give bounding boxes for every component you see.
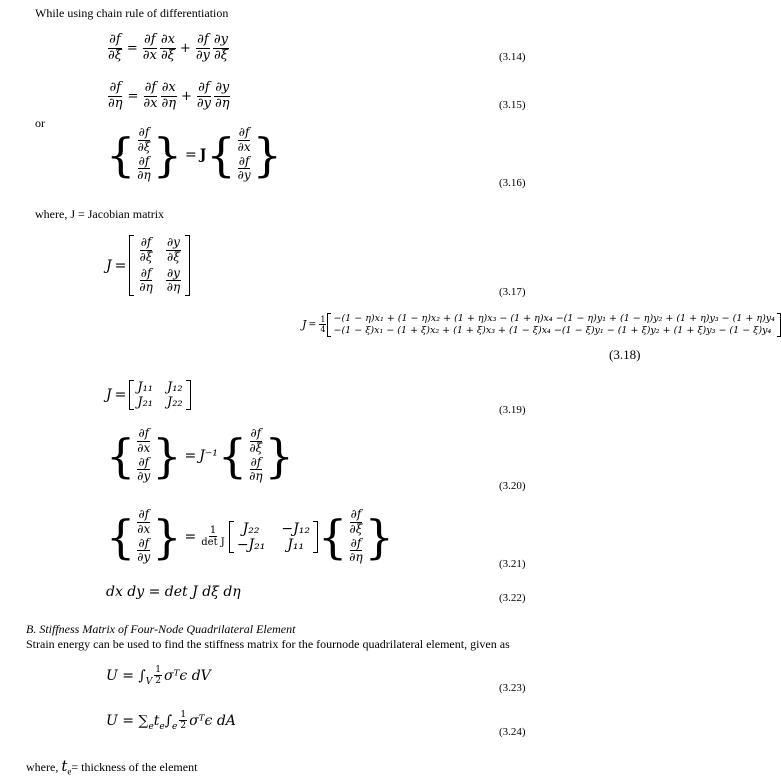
frac-num: ∂f (238, 153, 250, 168)
frac-num: ∂f (350, 535, 362, 550)
matrix-cell: J₂₂ (242, 520, 260, 537)
frac-den: ∂ξ (167, 249, 180, 264)
frac-num: ∂f (138, 153, 150, 168)
jacobian-symbol: J (106, 387, 112, 403)
frac-num: ∂f (197, 32, 209, 47)
subscript: V (145, 676, 153, 687)
left-brace: { (206, 127, 236, 182)
intro-text: While using chain rule of differentiation (35, 6, 229, 20)
frac-num: ∂f (198, 80, 210, 95)
equation-number: (3.16) (499, 177, 526, 189)
subscript: e (148, 721, 154, 732)
frac-num: ∂f (138, 535, 150, 550)
frac-den: ∂η (108, 95, 123, 111)
right-bracket (185, 235, 190, 296)
frac-den: ∂y (196, 95, 211, 111)
thickness-subscript: e (67, 766, 72, 777)
frac-den: ∂ξ (139, 249, 153, 264)
thickness-symbol: t (61, 757, 68, 775)
frac-den: ∂ξ (249, 440, 263, 455)
jacobian-inverse: J⁻¹ (199, 447, 218, 464)
matrix-cell: J₁₁ (287, 536, 305, 553)
frac-den: ∂x (137, 440, 151, 455)
frac-num: ∂f (138, 125, 150, 139)
frac-num: ∂f (109, 80, 122, 95)
matrix-cell: −J₁₂ (281, 520, 310, 537)
frac-den: 2 (155, 676, 161, 687)
frac-num: ∂y (166, 265, 180, 280)
frac-den: ∂ξ (214, 47, 228, 63)
integrand: σᵀϵ dV (163, 667, 211, 684)
left-brace: { (106, 428, 136, 483)
equation-3-14: $\frac{\partial f}{\partial\xi}$ = $\frac{\partial f}{\partial x}$ $\frac{\partial x}{\partial\xi}$ + $\frac{\partial f}{\partial y}$ $\frac{\partial y}{\partial\xi}$ (108, 32, 228, 63)
frac-num: ∂f (138, 454, 150, 469)
frac-den: 2 (180, 721, 187, 732)
frac-num: 1 (320, 315, 326, 325)
frac-num: ∂f (140, 235, 152, 249)
subscript: e (172, 721, 178, 732)
integrand: σᵀϵ dA (189, 712, 236, 729)
equation-3-21: { $\frac{\partial f}{\partial x}$ $\frac{\partial f}{\partial y}$ } = $\frac{1}{\text{det J}}$ J₂₂ −J₁₂ −J₂₁ J₁₁ { $\frac{\partial f}{\partial\xi}$ $\frac{\partial f}{\partial\eta}$ } (106, 507, 394, 565)
frac-den: ∂η (137, 168, 151, 183)
left-brace: { (317, 509, 348, 564)
section-heading: B. Stiffness Matrix of Four-Node Quadrilateral Element (26, 622, 296, 636)
frac-den: ∂ξ (108, 47, 122, 63)
right-brace: } (152, 509, 182, 564)
frac-num: ∂f (140, 265, 152, 280)
frac-den: ∂η (249, 469, 263, 484)
frac-num: ∂f (138, 507, 150, 521)
frac-den: ∂ξ (160, 47, 175, 63)
frac-num: ∂f (238, 125, 250, 139)
frac-den: ∂y (137, 469, 151, 484)
frac-den: ∂x (237, 139, 251, 154)
where-thickness-text (26, 757, 197, 776)
where-prefix: where, (26, 760, 62, 774)
matrix-row-2: −(1 − ξ)x₁ − (1 + ξ)x₂ + (1 + ξ)x₃ + (1 − ξ)x₄ −(1 − ξ)y₁ − (1 + ξ)y₂ + (1 + ξ)y₃ − (1 − ξ)y₄ (333, 324, 772, 336)
frac-den: ∂y (195, 47, 210, 63)
matrix-cell: J₁₁ (137, 380, 153, 395)
equation-3-23 (106, 665, 211, 687)
frac-num: ∂y (166, 235, 180, 249)
matrix-cell: J₂₁ (137, 395, 153, 410)
frac-num: ∂x (161, 80, 176, 95)
right-brace: } (252, 127, 282, 182)
equation-3-19: J = J₁₁ J₁₂ J₂₁ J₂₂ (106, 380, 191, 410)
frac-den: ∂x (142, 47, 157, 63)
equation-3-24 (106, 710, 236, 732)
equation-3-22: dx dy = det J dξ dη (106, 584, 241, 600)
frac-den: ∂y (237, 168, 251, 183)
frac-den: ∂η (139, 280, 153, 295)
frac-den: ∂ξ (137, 139, 151, 154)
equation-number: (3.18) (609, 347, 641, 362)
equation-3-17: J = $\frac{\partial f}{\partial\xi}$ $\frac{\partial y}{\partial\xi}$ $\frac{\partial f}{\partial\eta}$ $\frac{\partial y}{\partial\eta}$ (106, 235, 190, 296)
frac-num: ∂f (109, 32, 121, 47)
sum-lhs: U = ∑ (106, 712, 149, 729)
frac-den: ∂η (166, 280, 181, 295)
equation-3-16: { $\frac{\partial f}{\partial\xi}$ $\frac{\partial f}{\partial\eta}$ } = J { $\frac{\partial f}{\partial x}$ $\frac{\partial f}{\partial y}$ } (106, 125, 282, 183)
frac-num: ∂y (213, 32, 228, 47)
frac-den: 4 (320, 325, 326, 335)
equation-number: (3.21) (499, 558, 526, 570)
frac-num: 1 (155, 665, 161, 675)
frac-den: ∂y (137, 550, 151, 565)
left-brace: { (106, 127, 136, 182)
equation-number: (3.14) (499, 51, 526, 63)
jacobian-symbol: J (106, 257, 112, 274)
where-suffix: = thickness of the element (71, 760, 198, 774)
equation-number: (3.20) (499, 480, 526, 492)
frac-den: ∂x (143, 95, 158, 111)
frac-den: det J (201, 537, 225, 549)
jacobian-symbol: J (199, 146, 207, 163)
left-brace: { (217, 428, 248, 483)
frac-den: ∂x (137, 521, 151, 536)
right-bracket (186, 380, 191, 410)
frac-num: ∂y (215, 80, 230, 95)
right-bracket (777, 313, 781, 337)
matrix-cell: J₁₂ (167, 380, 183, 395)
or-label: or (35, 116, 45, 130)
thickness-symbol: t (153, 712, 160, 729)
jacobian-symbol: J (302, 318, 307, 332)
equation-number: (3.22) (499, 592, 526, 604)
right-brace: } (152, 127, 182, 182)
frac-den: ∂η (214, 95, 230, 111)
frac-den: ∂η (161, 95, 176, 111)
equation-number: (3.24) (499, 726, 526, 738)
matrix-row-1: −(1 − η)x₁ + (1 − η)x₂ + (1 + η)x₃ − (1 + η)x₄ −(1 − η)y₁ + (1 − η)y₂ + (1 + η)y₃ − (1 + η)y₄ (333, 313, 775, 324)
frac-num: ∂x (160, 32, 175, 47)
matrix-cell: −J₂₁ (236, 536, 266, 553)
integral-lhs: U = ∫ (106, 667, 146, 684)
equation-number: (3.23) (499, 682, 526, 694)
frac-num: ∂f (138, 426, 150, 440)
right-brace: } (264, 428, 294, 483)
frac-den: ∂ξ (349, 521, 363, 536)
equation-number: (3.15) (499, 99, 526, 111)
matrix-cell: J₂₂ (167, 395, 183, 410)
left-brace: { (106, 509, 136, 564)
equation-number: (3.19) (499, 404, 526, 416)
equation-3-20: { $\frac{\partial f}{\partial x}$ $\frac{\partial f}{\partial y}$ } = J⁻¹ { $\frac{\partial f}{\partial\xi}$ $\frac{\partial f}{\partial\eta}$ } (106, 426, 294, 484)
equation-3-15: $\frac{\partial f}{\partial\eta}$ = $\frac{\partial f}{\partial x}$ $\frac{\partial x}{\partial\eta}$ + $\frac{\partial f}{\partial y}$ $\frac{\partial y}{\partial\eta}$ (108, 80, 230, 111)
frac-num: ∂f (250, 454, 262, 469)
right-brace: } (364, 509, 394, 564)
integral-symbol: ∫ (164, 712, 173, 729)
frac-num: ∂f (250, 426, 262, 440)
section-body: Strain energy can be used to find the stiffness matrix for the fournode quadrilateral element, given as (26, 637, 510, 651)
equation-number: (3.17) (499, 286, 526, 298)
frac-num: ∂f (350, 507, 362, 521)
where-jacobian-text: where, J = Jacobian matrix (35, 207, 165, 221)
right-brace: } (152, 428, 182, 483)
frac-den: ∂η (349, 550, 363, 565)
subscript: e (159, 721, 165, 732)
frac-num: ∂f (144, 80, 157, 95)
equation-3-18: J = $\frac{1}{4}$ −(1 − η)x₁ + (1 − η)x₂ + (1 + η)x₃ − (1 + η)x₄ −(1 − η)y₁ + (1 − η)y₂ + (1 + η)y₃ − (1 + η)y₄ −(1 − ξ)x₁ − (1 + ξ)x₂ + (1 + ξ)x₃ + (1 − ξ)x₄ −(1 − ξ)y₁ − (1 + ξ)y₂ + (1 + ξ)y₃ − (1 − ξ)y₄ (302, 313, 781, 337)
frac-num: ∂f (144, 32, 156, 47)
frac-num: 1 (180, 710, 187, 720)
frac-num: 1 (209, 524, 217, 536)
